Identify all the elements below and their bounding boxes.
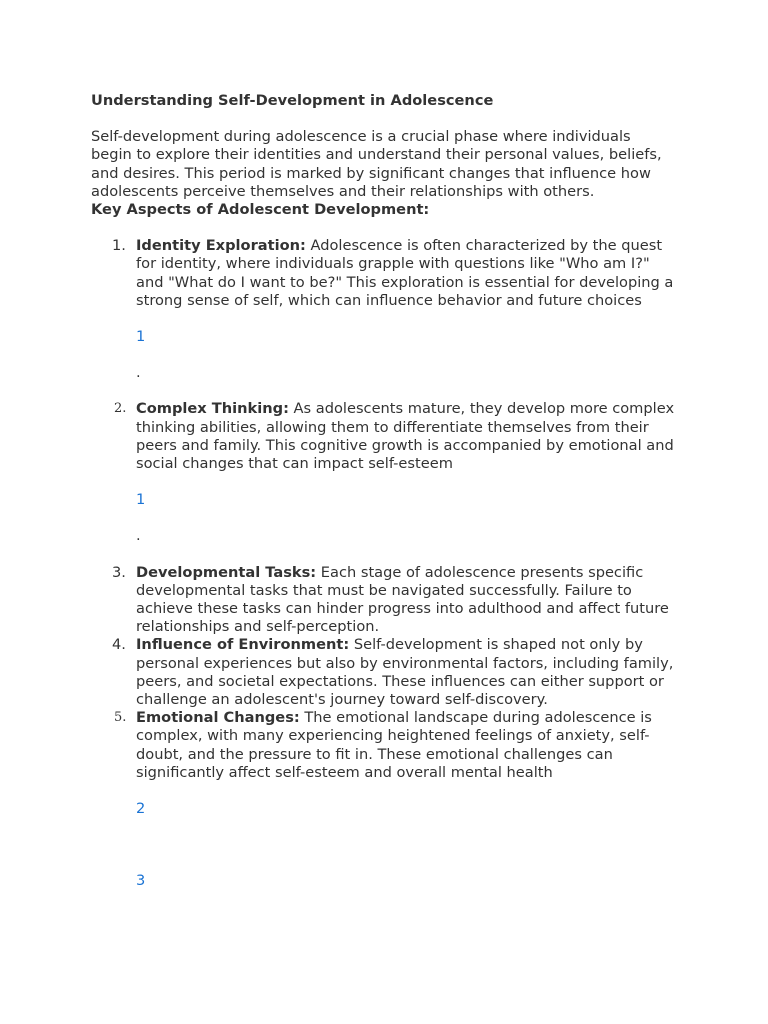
citation-link[interactable]: 2 [136, 800, 146, 818]
trailing-period: . [136, 527, 141, 545]
item-spacer [136, 546, 676, 564]
list-item-emotional-changes [114, 709, 676, 890]
list-item-text: Self-development is shaped not only by personal experiences but also by environmental factors, including family, peers, and societal expectations. These influences can either support or challenge an adolescent's journey toward self-discovery. [136, 636, 674, 709]
document-page [91, 92, 676, 890]
list-item-term: Complex Thinking: [136, 400, 289, 418]
list-item-developmental-tasks [112, 563, 676, 637]
document-title: Understanding Self-Development in Adolescence [91, 92, 494, 109]
list-item-text: Adolescence is often characterized by the quest for identity, where individuals grapple with questions like "Who am I?" and "What do I want to be?" This exploration is essential for developing a strong sense of self, which can influence behavior and future choices [136, 237, 674, 309]
list-item-number: 1. [112, 237, 126, 255]
list-item-number: 2. [114, 401, 127, 417]
list-item-complex-thinking [114, 400, 676, 563]
section-heading: Key Aspects of Adolescent Development: [91, 201, 430, 219]
list-item-text: Each stage of adolescence presents specific developmental tasks that must be navigated successfully. Failure to achieve these tasks can hinder progress into adulthood and affect future relationships and self-perception. [136, 563, 669, 636]
trailing-period: . [136, 364, 141, 382]
intro-paragraph: Self-development during adolescence is a crucial phase where individuals begin to explore their identities and understand their personal values, beliefs, and desires. This period is marked by significant changes that influence how adolescents perceive themselves and their relationships with others. [91, 128, 662, 200]
list-item-text: As adolescents mature, they develop more complex thinking abilities, allowing them to differentiate themselves from their peers and family. This cognitive growth is accompanied by emotional and social changes that can impact self-esteem [136, 400, 675, 473]
list-item-term: Influence of Environment: [136, 636, 350, 654]
list-item-influence-of-environment [112, 636, 676, 709]
list-item-term: Identity Exploration: [136, 237, 306, 255]
list-item-text: The emotional landscape during adolescence is complex, with many experiencing heightened feelings of anxiety, self-doubt, and the pressure to fit in. These emotional challenges can significantly affect self-esteem and overall mental health [136, 709, 652, 781]
list-item-number: 3. [112, 563, 126, 581]
list-item-term: Emotional Changes: [136, 709, 300, 727]
citation-link[interactable]: 1 [136, 328, 146, 346]
item-spacer [136, 382, 676, 400]
list-item-term: Developmental Tasks: [136, 563, 317, 581]
list-item-number: 4. [112, 636, 126, 654]
list-item-identity-exploration [112, 237, 676, 400]
aspects-list [91, 237, 676, 890]
citation-link[interactable]: 1 [136, 491, 146, 509]
list-item-number: 5. [114, 710, 127, 726]
citation-link[interactable]: 3 [136, 872, 146, 890]
